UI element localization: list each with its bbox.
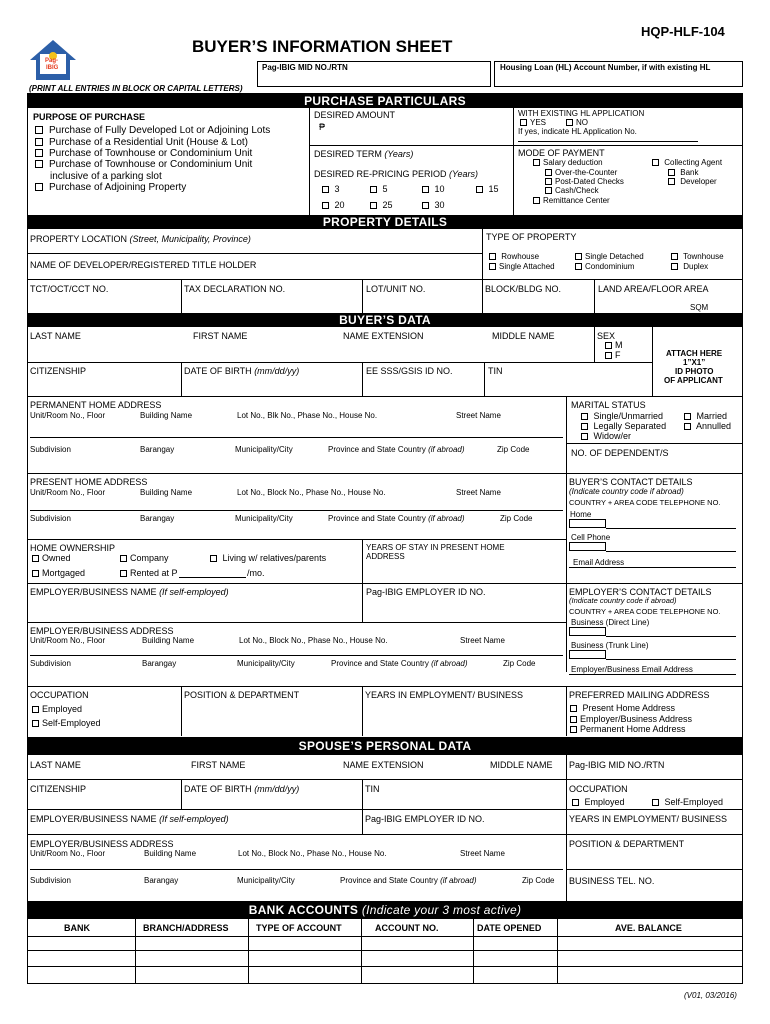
logo-text-2: IBIG (46, 65, 59, 71)
hl-account-label: Housing Loan (HL) Account Number, if with existing HL (500, 63, 711, 72)
land-area-label: LAND AREA/FLOOR AREA (598, 284, 709, 294)
business-trunk-box[interactable] (569, 650, 606, 659)
perm-lot: Lot No., Blk No., Phase No., House No. (237, 411, 378, 420)
employer-id-label: Pag-IBIG EMPLOYER ID NO. (366, 587, 486, 597)
sqm-label: SQM (690, 303, 709, 312)
present-address-label: PRESENT HOME ADDRESS (30, 477, 148, 487)
present-barangay: Barangay (140, 514, 175, 523)
permanent-address-label: PERMANENT HOME ADDRESS (30, 400, 162, 410)
spouse-business-tel: BUSINESS TEL. NO. (569, 876, 655, 886)
occupation-label: OCCUPATION (30, 690, 89, 700)
occupation-employed[interactable]: Employed (32, 704, 82, 714)
spouse-street: Street Name (460, 849, 505, 858)
emp-unit: Unit/Room No., Floor (30, 636, 106, 645)
mode-bank[interactable]: Bank (668, 168, 698, 177)
perm-building: Building Name (140, 411, 193, 420)
purpose-option-3[interactable]: Purchase of Townhouse or Condominium Unit (35, 149, 252, 159)
spouse-employed[interactable]: Employed (572, 797, 625, 807)
block-bldg-label: BLOCK/BLDG NO. (485, 284, 562, 294)
position-label: POSITION & DEPARTMENT (184, 690, 300, 700)
emp-building: Building Name (142, 636, 195, 645)
first-name-label: FIRST NAME (193, 331, 248, 341)
mode-collecting-agent[interactable]: Collecting Agent (652, 158, 722, 167)
type-townhouse[interactable]: Townhouse (671, 252, 724, 261)
perm-zip: Zip Code (497, 445, 530, 454)
section-title: BANK ACCOUNTS (248, 903, 359, 917)
mode-remittance[interactable]: Remittance Center (533, 196, 610, 205)
bank-col-type: TYPE OF ACCOUNT (256, 923, 342, 933)
spouse-last-name: LAST NAME (30, 760, 81, 770)
ownership-mortgaged[interactable]: Mortgaged (32, 568, 85, 578)
purpose-option-4[interactable]: Purchase of Townhouse or Condominium Unit (35, 160, 252, 170)
marital-separated[interactable]: Legally Separated (581, 421, 666, 431)
business-direct-label: Business (Direct Line) (571, 618, 650, 627)
sss-label: EE SSS/GSIS ID NO. (366, 366, 453, 376)
spouse-employer-name: EMPLOYER/BUSINESS NAME (If self-employed) (30, 814, 229, 824)
marital-married[interactable]: Married (684, 411, 727, 421)
mailing-permanent[interactable]: Permanent Home Address (570, 724, 686, 734)
per-month: /mo. (247, 568, 265, 578)
existing-hl-note: If yes, indicate HL Application No. (518, 127, 637, 136)
spouse-zip: Zip Code (522, 876, 555, 885)
dependents-label: NO. OF DEPENDENT/S (571, 448, 669, 458)
occupation-self-employed[interactable]: Self-Employed (32, 718, 101, 728)
business-email-label: Employer/Business Email Address (571, 665, 693, 674)
spouse-position: POSITION & DEPARTMENT (569, 839, 685, 849)
email-label: Email Address (573, 558, 625, 567)
spouse-subdivision: Subdivision (30, 876, 71, 885)
section-property-details (27, 215, 743, 229)
mailing-employer[interactable]: Employer/Business Address (570, 714, 692, 724)
spouse-municipality: Municipality/City (237, 876, 295, 885)
sex-label: SEX (597, 331, 616, 341)
marital-widow[interactable]: Widow/er (581, 431, 631, 441)
employer-area-code: COUNTRY + AREA CODE TELEPHONE NO. (569, 607, 721, 616)
mode-pdc[interactable]: Post-Dated Checks (545, 177, 624, 186)
perm-barangay: Barangay (140, 445, 175, 454)
bank-col-date: DATE OPENED (477, 923, 542, 933)
citizenship-label: CITIZENSHIP (30, 366, 87, 376)
spouse-barangay: Barangay (144, 876, 179, 885)
present-street: Street Name (456, 488, 501, 497)
spouse-first-name: FIRST NAME (191, 760, 246, 770)
section-hint: (Indicate your 3 most active) (361, 903, 522, 917)
present-zip: Zip Code (500, 514, 533, 523)
desired-term-label: DESIRED TERM (Years) (314, 149, 414, 159)
term-30[interactable]: 30 (422, 200, 445, 210)
type-rowhouse[interactable]: Rowhouse (489, 252, 539, 261)
employer-contact-label: EMPLOYER’S CONTACT DETAILS (569, 587, 712, 597)
mode-salary[interactable]: Salary deduction (533, 158, 603, 167)
marital-annulled[interactable]: Annulled (684, 421, 731, 431)
purpose-option-2[interactable]: Purchase of a Residential Unit (House & Lot) (35, 138, 248, 148)
mailing-present[interactable]: Present Home Address (570, 703, 675, 713)
emp-province: Province and State Country (if abroad) (331, 659, 468, 668)
photo-label-4: OF APPLICANT (664, 376, 723, 385)
form-version: (V01, 03/2016) (684, 991, 737, 1000)
photo-label-3: ID PHOTO (675, 367, 714, 376)
business-direct-box[interactable] (569, 627, 606, 636)
property-location-label: PROPERTY LOCATION (Street, Municipality, Province) (30, 234, 251, 244)
logo-text-1: Pag- (45, 58, 59, 64)
section-buyers-data (27, 313, 743, 327)
existing-hl-no[interactable]: NO (566, 118, 588, 127)
spouse-citizenship: CITIZENSHIP (30, 784, 87, 794)
type-of-property-label: TYPE OF PROPERTY (486, 232, 577, 242)
perm-unit: Unit/Room No., Floor (30, 411, 106, 420)
home-ownership-label: HOME OWNERSHIP (30, 543, 116, 553)
term-15[interactable]: 15 (476, 184, 499, 194)
term-20[interactable]: 20 (322, 200, 345, 210)
mode-of-payment-label: MODE OF PAYMENT (518, 148, 605, 158)
perm-municipality: Municipality/City (235, 445, 293, 454)
photo-label-2: 1”X1” (683, 358, 706, 367)
spouse-province: Province and State Country (if abroad) (340, 876, 477, 885)
ownership-company[interactable]: Company (120, 553, 169, 563)
years-employment-label: YEARS IN EMPLOYMENT/ BUSINESS (365, 690, 524, 700)
instruction-text: (PRINT ALL ENTRIES IN BLOCK OR CAPITAL LETTERS) (29, 84, 243, 93)
emp-municipality: Municipality/City (237, 659, 295, 668)
bank-col-branch: BRANCH/ADDRESS (143, 923, 229, 933)
term-5[interactable]: 5 (370, 184, 388, 194)
spouse-years-employment: YEARS IN EMPLOYMENT/ BUSINESS (569, 814, 728, 824)
term-25[interactable]: 25 (370, 200, 393, 210)
emp-lot: Lot No., Block No., Phase No., House No. (239, 636, 388, 645)
type-condominium[interactable]: Condominium (575, 262, 634, 271)
mailing-address-label: PREFERRED MAILING ADDRESS (569, 690, 710, 700)
present-building: Building Name (140, 488, 193, 497)
emp-barangay: Barangay (142, 659, 177, 668)
section-title: PURCHASE PARTICULARS (304, 94, 466, 108)
spouse-tin: TIN (365, 784, 380, 794)
present-subdivision: Subdivision (30, 514, 71, 523)
marital-status-label: MARITAL STATUS (571, 400, 646, 410)
lot-unit-label: LOT/UNIT NO. (366, 284, 426, 294)
last-name-label: LAST NAME (30, 331, 81, 341)
area-code-label: COUNTRY + AREA CODE TELEPHONE NO. (569, 498, 721, 507)
emp-zip: Zip Code (503, 659, 536, 668)
mode-otc[interactable]: Over-the-Counter (545, 168, 617, 177)
spouse-building: Building Name (144, 849, 197, 858)
desired-amount-label: DESIRED AMOUNT (314, 110, 396, 120)
home-phone-label: Home (570, 510, 592, 519)
business-trunk-label: Business (Trunk Line) (571, 641, 649, 650)
sex-male[interactable]: M (605, 340, 623, 350)
photo-label-1: ATTACH HERE (666, 349, 723, 358)
perm-street: Street Name (456, 411, 501, 420)
cell-phone-box[interactable] (569, 542, 606, 551)
spouse-lot: Lot No., Block No., Phase No., House No. (238, 849, 387, 858)
spouse-middle-name: MIDDLE NAME (490, 760, 553, 770)
peso-sign: ₱ (319, 122, 326, 132)
section-bank-accounts (27, 901, 743, 919)
contact-details-label: BUYER’S CONTACT DETAILS (569, 477, 693, 487)
type-single-attached[interactable]: Single Attached (489, 262, 555, 271)
contact-hint: (Indicate country code if abroad) (569, 487, 684, 496)
spouse-employer-id: Pag-IBIG EMPLOYER ID NO. (365, 814, 485, 824)
emp-subdivision: Subdivision (30, 659, 71, 668)
emp-street: Street Name (460, 636, 505, 645)
present-lot: Lot No., Block No., Phase No., House No. (237, 488, 386, 497)
developer-label: NAME OF DEVELOPER/REGISTERED TITLE HOLDER (30, 260, 257, 270)
pag-ibig-logo (28, 38, 78, 82)
spouse-name-ext: NAME EXTENSION (343, 760, 424, 770)
spouse-unit: Unit/Room No., Floor (30, 849, 106, 858)
ownership-living[interactable]: Living w/ relatives/parents (210, 553, 326, 563)
name-extension-label: NAME EXTENSION (343, 331, 424, 341)
present-unit: Unit/Room No., Floor (30, 488, 106, 497)
term-3[interactable]: 3 (322, 184, 340, 194)
sex-female[interactable]: F (605, 350, 621, 360)
spouse-occupation: OCCUPATION (569, 784, 628, 794)
repricing-label: DESIRED RE-PRICING PERIOD (Years) (314, 169, 479, 179)
employer-address-label: EMPLOYER/BUSINESS ADDRESS (30, 626, 174, 636)
spouse-self-employed[interactable]: Self-Employed (652, 797, 723, 807)
cell-phone-label: Cell Phone (571, 533, 611, 542)
years-stay-address: ADDRESS (366, 552, 405, 561)
perm-province: Province and State Country (if abroad) (328, 445, 465, 454)
perm-subdivision: Subdivision (30, 445, 71, 454)
bank-col-account: ACCOUNT NO. (375, 923, 439, 933)
type-duplex[interactable]: Duplex (671, 262, 708, 271)
ownership-owned[interactable]: Owned (32, 553, 71, 563)
purpose-option-5[interactable]: Purchase of Adjoining Property (35, 183, 186, 193)
present-province: Province and State Country (if abroad) (328, 514, 465, 523)
tin-label: TIN (488, 366, 503, 376)
spouse-mid-label: Pag-IBIG MID NO./RTN (569, 760, 665, 770)
tax-declaration-label: TAX DECLARATION NO. (184, 284, 286, 294)
section-spouse-data (27, 737, 743, 755)
middle-name-label: MIDDLE NAME (492, 331, 555, 341)
section-title: PROPERTY DETAILS (322, 215, 448, 229)
employer-contact-hint: (Indicate country code if abroad) (569, 596, 677, 605)
form-code: HQP-HLF-104 (641, 24, 725, 39)
existing-hl-label: WITH EXISTING HL APPLICATION (518, 109, 645, 118)
employer-name-label: EMPLOYER/BUSINESS NAME (If self-employed) (30, 587, 229, 597)
term-10[interactable]: 10 (422, 184, 445, 194)
purpose-title: PURPOSE OF PURCHASE (33, 112, 146, 122)
purpose-option-1[interactable]: Purchase of Fully Developed Lot or Adjoining Lots (35, 126, 270, 136)
mode-cash[interactable]: Cash/Check (545, 186, 599, 195)
spouse-employer-address: EMPLOYER/BUSINESS ADDRESS (30, 839, 174, 849)
existing-hl-yes[interactable]: YES (520, 118, 546, 127)
section-purchase-particulars (27, 94, 743, 108)
ownership-rented[interactable]: Rented at P (120, 568, 178, 578)
marital-single[interactable]: Single/Unmarried (581, 411, 663, 421)
mid-label: Pag-IBIG MID NO./RTN (262, 63, 348, 72)
spouse-dob: DATE OF BIRTH (mm/dd/yy) (184, 784, 300, 794)
type-single-detached[interactable]: Single Detached (575, 252, 644, 261)
present-municipality: Municipality/City (235, 514, 293, 523)
purpose-option-4-cont: inclusive of a parking slot (50, 171, 162, 182)
home-phone-box[interactable] (569, 519, 606, 528)
bank-col-bank: BANK (64, 923, 90, 933)
page-title: BUYER’S INFORMATION SHEET (192, 37, 453, 56)
bank-col-balance: AVE. BALANCE (615, 923, 682, 933)
tct-label: TCT/OCT/CCT NO. (30, 284, 109, 294)
dob-label: DATE OF BIRTH (mm/dd/yy) (184, 366, 300, 376)
section-title: BUYER’S DATA (339, 313, 431, 327)
mode-developer[interactable]: Developer (668, 177, 717, 186)
section-title: SPOUSE’S PERSONAL DATA (298, 739, 472, 753)
years-stay-label: YEARS OF STAY IN PRESENT HOME (366, 543, 505, 552)
